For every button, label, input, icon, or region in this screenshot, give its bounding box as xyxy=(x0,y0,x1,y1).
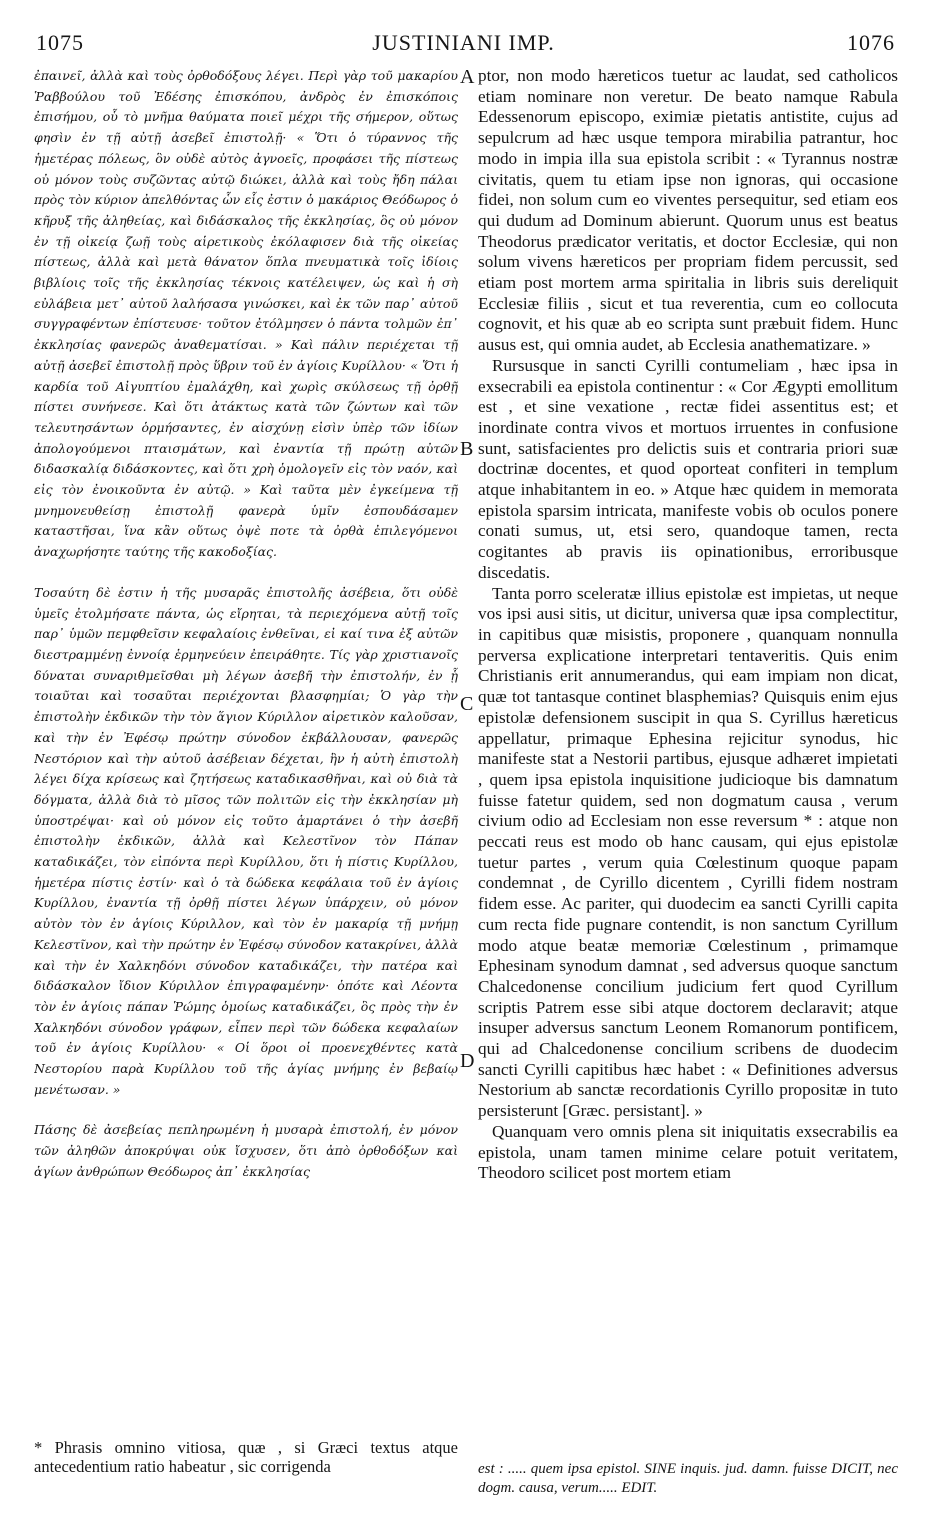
running-title: JUSTINIANI IMP. xyxy=(372,30,555,55)
greek-column xyxy=(34,66,458,1434)
latin-paragraph-3: Tanta porro sceleratæ illius epistolæ est impietas, ut neque vos ipsi ausi sitis, ut dicitur, universa quæ ipsa complectitur, in capitibus quæ misistis, proponere , quanquam nonnulla perversa explicatione interpretari tentaveritis. Quis enim Christianis erit annumerandus, qui eam impiam non dicat, quæ tot tantasque continet blasphemias? Quisquis enim ejus epistolæ defensionem suscipit in qua S. Cyrillus hæreticus appellatur, primaque Ephesina rejicitur synodus, hic manifeste stat a Nestorii partibus, ejusque adhæret impietati , quem ipsa epistola inquisitione judicioque bis damnatum fuisse fatetur quidem, sed non dogmatum causa , verum civium odio ad Ecclesiam non esse reversum * : atque non peccati reus est modo ob hanc causam, qui ejus epistolæ tuetur partes , verum quia Cœlestinum quoque papam condemnat , de Cyrillo dicentem , Cyrilli fidem nostram fidem esse. Ac pariter, qui duodecim ea sancti Cyrilli capita cum recta fide pugnare contendit, is non sanctum Cyrillum modo atque beatæ memoriæ Cœlestinum , primamque Ephesinam synodum damnat , sed adversus quoque sanctum Chalcedonense concilium judicium fert quod Cyrillum scriptis Patrem esse sibi atque doctorem declaravit; atque insuper adversus sanctum Leonem Romanorum pontificem, qui ad Chalcedonense concilium scribens de duodecim sancti Cyrilli capitibus hæc habet : « Definitiones adversus Nestorium ab sanctæ recordationis Cyrillo propositæ in tuto persisterunt [Græc. persistant]. » xyxy=(478,583,898,1121)
margin-letter-c: C xyxy=(460,693,474,715)
latin-column xyxy=(478,66,898,1456)
footnote-left: * Phrasis omnino vitiosa, quæ , si Græci textus atque antecedentium ratio habeatur , sic corrigenda xyxy=(34,1438,458,1476)
greek-paragraph-2: Τοσαύτη δὲ ἐστιν ἡ τῆς μυσαρᾶς ἐπιστολῆς ἀσέβεια, ὅτι οὐδὲ ὑμεῖς ἐτολμήσατε πάντα, ὡς εἴρηται, τὰ περιεχόμενα αὐτῇ τοῖς παρ᾽ ὑμῶν πεμφθεῖσιν κεφαλαίοις ἐνθεῖναι, εἰ καί τινα ἐξ αὐτῶν διεστραμμένῃ ἐννοίᾳ ἑρμηνεύειν ἐπειράθητε. Τίς γὰρ χριστιανοῖς δύναται συναριθμεῖσθαι μὴ λέγων ἀσεβῆ τὴν ἐπιστολήν, ἐν ᾗ τοιαῦται καὶ τοσαῦται περιέχονται βλασφημίαι; Ὁ γὰρ τὴν ἐπιστολὴν ἐκδικῶν τὴν τὸν ἅγιον Κύριλλον αἱρετικὸν καλοῦσαν, καὶ τὴν ἐν Ἐφέσῳ πρώτην σύνοδον ἐκβάλλουσαν, φανερῶς Νεστόριον καὶ τὴν αὐτοῦ ἀσέβειαν δέχεται, ἣν ἡ αὐτὴ ἐπιστολὴ λέγει δίχα κρίσεως καὶ ζητήσεως καταδικασθῆναι, καὶ οὐ διὰ τὰ δόγματα, ἀλλὰ διὰ τὸ μῖσος τῶν πολιτῶν εἰς τὴν ἐκκλησίαν μὴ ὑποστρέψαι· καὶ οὐ μόνον εἰς τοῦτο ἁμαρτάνει ὁ τὴν ἀσεβῆ ἐπιστολὴν ἐκδικῶν, ἀλλὰ καὶ Κελεστῖνον τὸν Πάπαν καταδικάζει, τὸν εἰπόντα περὶ Κυρίλλου, ὅτι ἡ πίστις Κυρίλλου, ἡμετέρα πίστις ἐστίν· καὶ ὁ τὰ δώδεκα κεφάλαια τοῦ ἐν ἁγίοις Κυρίλλου, ἐναντία τῇ ὀρθῇ πίστει λέγων ὑπάρχειν, οὐ μόνον αὐτὸν τὸν ἐν ἁγίοις Κύριλλον, καὶ τὸν ἐν μακαρίᾳ τῇ μνήμῃ Κελεστῖνον, καὶ τὴν πρώτην ἐν Ἐφέσῳ σύνοδον κατακρίνει, ἀλλὰ καὶ τὴν ἐν Χαλκηδόνι σύνοδον καταδικάζει, τὴν πατέρα καὶ διδάσκαλον ἴδιον Κύριλλον ἐπιγραφαμένην· ὁπότε καὶ Λέοντα τὸν ἐν ἁγίοις πάπαν Ῥώμης ὁμοίως καταδικάζει, ὃς πρὸς τὴν ἐν Χαλκηδόνι σύνοδον γράφων, εἶπεν περὶ τῶν δώδεκα κεφαλαίων τοῦ ἐν ἁγίοις Κυρίλλου· « Οἱ ὅροι οἱ προενεχθέντες κατὰ Νεστορίου παρὰ Κυρίλλου τοῦ τῆς ἁγίας μνήμης ἐν βεβαίῳ μενέτωσαν. » xyxy=(34,584,458,1097)
latin-paragraph-2: Rursusque in sancti Cyrilli contumeliam , hæc ipsa in exsecrabili ea epistola continentur : « Cor Ægypti emollitum est , et sine vexatione , rectæ fidei assentitus est; et inordinate contra vivos et mortuos irruentes in confusione sunt, satisfacientes pro delictis suis et contraria priori suæ doctrinæ docentes, et quod oporteat confiteri in templum atque inhabitantem in eo. » Atque hæc quidem in memorata epistola sparsim intricata, manifeste vobis ob oculos ponere conati sumus, ut, etsi sero, quandoque tamen, recta cogitantes ab pravis iis opinationibus, erroribusque discedatis. xyxy=(478,355,898,582)
latin-paragraph-4: Quanquam vero omnis plena sit iniquitatis exsecrabilis ea epistola, unam tamen minime celare potuit veritatem, Theodoro scilicet post mortem etiam xyxy=(478,1121,898,1183)
page-number-right: 1076 xyxy=(847,30,895,55)
running-header xyxy=(0,30,927,62)
margin-letter-a: A xyxy=(460,66,475,88)
page-number-left: 1075 xyxy=(36,30,84,55)
margin-letter-d: D xyxy=(460,1050,475,1072)
latin-paragraph-1: ptor, non modo hæreticos tuetur ac laudat, sed catholicos etiam nominare non veretur. De beato namque Rabula Edessenorum episcopo, eximiæ pietatis antistite, cujus ad sepulcrum ad hæc usque tempora mirabilia patrantur, hoc modo in impia illa sua epistola scribit : « Tyrannus nostræ civitatis, quem tu etiam ipse non ignoras, qui occasione fidei, non solum cum eo viventes persequitur, sed etiam eos qui dudum ad Dominum abierunt. Quorum unus est beatus Theodorus prædicator veritatis, et doctor Ecclesiæ, qui non solum vivens hæreticos per propriam fidem percussit, sed etiam post mortem arma spiritalia in libris suis dereliquit Ecclesiæ filiis , sicut et tua reverentia, cum eo collocuta cognovit, et his quæ ab eo scripta sunt præbuit fidem. Hunc ausus est, qui omnia audet, ab Ecclesia anathematizare. » xyxy=(478,66,898,355)
greek-paragraph-3: Πάσης δὲ ἀσεβείας πεπληρωμένη ἡ μυσαρὰ ἐπιστολή, ἐν μόνον τῶν ἀληθῶν ἀποκρύψαι οὐκ ἴσχυσεν, ὅτι ἀπὸ ὀρθοδόξων καὶ ἁγίων ἀνθρώπων Θεόδωρος ἀπ᾽ ἐκκλησίας xyxy=(34,1122,458,1179)
margin-letter-b: B xyxy=(460,438,474,460)
greek-paragraph-1: ἐπαινεῖ, ἀλλὰ καὶ τοὺς ὀρθοδόξους λέγει. Περὶ γὰρ τοῦ μακαρίου Ῥαββούλου τοῦ Ἐδέσης ἐπισκόπου, ἀνδρὸς ἐν ἐπισκόποις ἐπισήμου, οὗ τὸ μνῆμα θαύματα ποιεῖ μέχρι τῆς σήμερον, οὕτως φησὶν ἐν τῇ αὐτῇ ἀσεβεῖ ἐπιστολῇ· « Ὅτι ὁ τύραννος τῆς ἡμετέρας πόλεως, ὃν οὐδὲ αὐτὸς ἀγνοεῖς, προφάσει τῆς πίστεως οὐ μόνον τοὺς συζῶντας αὐτῷ διώκει, ἀλλὰ καὶ τοὺς ἤδη πάλαι πρὸς τὸν κύριον ἀπελθόντας ὧν εἷς ἐστιν ὁ μακάριος Θεόδωρος ὁ κῆρυξ τῆς ἀληθείας, καὶ διδάσκαλος τῆς ἐκκλησίας, ὃς οὐ μόνον ἐν τῇ οἰκείᾳ ζωῇ τοὺς αἱρετικοὺς ἐκόλαφισεν διὰ τῆς οἰκείας πίστεως, ἀλλὰ καὶ μετὰ θάνατον ὅπλα πνευματικὰ τοῖς ἰδίοις βιβλίοις τοῖς τῆς ἐκκλησίας τέκνοις κατέλειψεν, ὡς καὶ ἡ σὴ εὐλάβεια μετ᾽ αὐτοῦ λαλήσασα γινώσκει, καὶ ἐκ τῶν παρ᾽ αὐτοῦ συγγραφέντων ἐπίστευσε· τοῦτον ἐτόλμησεν ὁ πάντα τολμῶν ἐπ᾽ ἐκκλησίας φανερῶς ἀναθεματίσαι. » Καὶ πάλιν περιέχεται τῇ αὐτῇ ἀσεβεῖ ἐπιστολῇ πρὸς ὕβριν τοῦ ἐν ἁγίοις Κυρίλλου· « Ὅτι ἡ καρδία τοῦ Αἰγυπτίου ἐμαλάχθη, καὶ χωρὶς σκύλσεως τῇ ὀρθῇ πίστει συνήνεσε. Καὶ ὅτι ἀτάκτως κατὰ τῶν ζώντων καὶ τῶν τελευτησάντων ὁρμήσαντες, ἐν αἰσχύνῃ εἰσὶν ὑπὲρ τῶν ἰδίων ἀπολογούμενοι πταισμάτων, καὶ ἐναντία τῇ πρώτῃ αὐτῶν διδασκαλίᾳ διδάσκοντες, καὶ ὅτι χρὴ ὁμολογεῖν εἰς τὸν ναόν, καὶ εἰς τὸν ἐνοικοῦντα ἐν αὐτῷ. » Καὶ ταῦτα μὲν ἐγκείμενα τῇ μνημονευθείσῃ ἐπιστολῇ φανερὰ ὑμῖν ἐσπουδάσαμεν καταστῆσαι, ἵνα κἂν οὕτως ὀψὲ ποτε τὰ ὀρθὰ ἐπιλεγόμενοι ἀναχωρήσητε ταύτης τῆς κακοδοξίας. xyxy=(34,68,458,560)
footnote-right: est : ..... quem ipsa epistol. SINE inquis. jud. damn. fuisse DICIT, nec dogm. causa, verum..... EDIT. xyxy=(478,1461,898,1496)
